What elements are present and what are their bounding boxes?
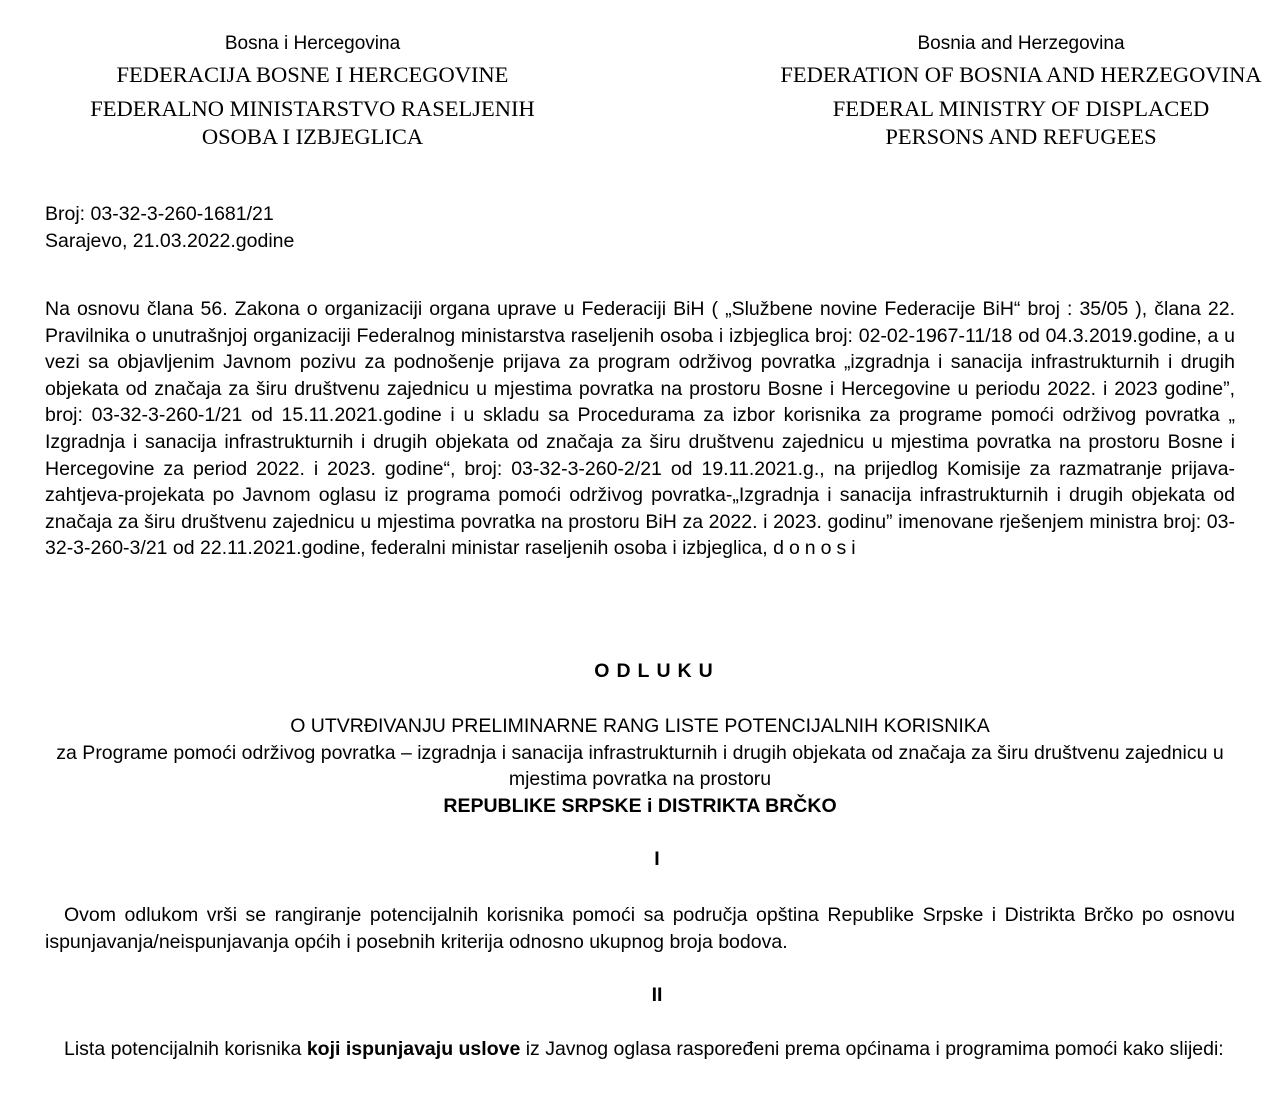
document-meta — [45, 201, 294, 255]
decision-subject — [40, 713, 1240, 819]
section-2-text-before: Lista potencijalnih korisnika — [64, 1038, 307, 1060]
ministry-name-english-line2: PERSONS AND REFUGEES — [885, 124, 1157, 149]
ministry-name-english-line1: FEDERAL MINISTRY OF DISPLACED — [832, 96, 1210, 121]
section-2-text-after: iz Javnog oglasa raspoređeni prema općinama i programima pomoći kako slijedi: — [520, 1038, 1224, 1060]
document-place-date: Sarajevo, 21.03.2022.godine — [45, 230, 295, 252]
decision-subject-line3: REPUBLIKE SRPSKE i DISTRIKTA BRČKO — [443, 794, 837, 817]
decision-subject-line1: O UTVRĐIVANJU PRELIMINARNE RANG LISTE POTENCIJALNIH KORISNIKA — [290, 715, 990, 737]
country-name-local: Bosna i Hercegovina — [224, 33, 401, 54]
decision-title: ODLUKU — [594, 660, 720, 682]
preamble-text: Na osnovu člana 56. Zakona o organizaciji organa uprave u Federaciji BiH ( „Službene novine Federacije BiH“ broj : 35/05 ), člana 22. Pravilnika o unutrašnjoj organizaciji Federalnog ministarstva raseljenih osoba i izbjeglica broj: 02-02-1967-11/18 od 04.3.2019.godine, a u vezi sa objavljenim Javnom pozivu za podnošenje prijava za program održivog povratka „izgradnja i sanacija infrastrukturnih i drugih objekata od značaja za širu društvenu zajednicu u mjestima povratka na prostoru Bosne i Hercegovine u periodu 2022. i 2023 godine”, broj: 03-32-3-260-1/21 od 15.11.2021.godine i u skladu sa Procedurama za izbor korisnika za programe pomoći održivog povratka „ Izgradnja i sanacija infrastrukturnih i drugih objekata od značaja za širu društvenu zajednicu u mjestima povratka na prostoru Bosne i Hercegovine za period 2022. i 2023. godine“, broj: 03-32-3-260-2/21 od 19.11.2021.g., na prijedlog Komisije za razmatranje prijava-zahtjeva-projekata po Javnom oglasu iz programa pomoći održivog povratka-„Izgradnja i sanacija infrastrukturnih i drugih objekata od značaja za širu društvenu zajednicu u mjestima povratka na prostoru BiH za 2022. i 2023. godinu” imenovane rješenjem ministra broj: 03-32-3-260-3/21 od 22.11.2021.godine, federalni ministar raseljenih osoba i izbjeglica, — [45, 298, 1235, 560]
decision-subject-line2: za Programe pomoći održivog povratka – izgradnja i sanacija infrastrukturnih i drugih objekata od značaja za širu društvenu zajednicu u mjestima povratka na prostoru — [56, 741, 1224, 790]
header-right — [760, 30, 1282, 151]
ministry-name-english — [760, 95, 1282, 151]
ministry-name-local-line2: OSOBA I IZBJEGLICA — [201, 124, 424, 149]
document-number: Broj: 03-32-3-260-1681/21 — [45, 203, 274, 225]
ministry-name-local — [40, 95, 585, 151]
federation-name-english: FEDERATION OF BOSNIA AND HERZEGOVINA — [780, 62, 1262, 87]
header-left — [40, 30, 585, 151]
section-1-paragraph: Ovom odlukom vrši se rangiranje potencijalnih korisnika pomoći sa područja opština Republike Srpske i Distrikta Brčko po osnovu ispunjavanja/neispunjavanja općih i posebnih kriterija odnosno ukupnog broja bodova. — [45, 904, 1235, 953]
country-name-english: Bosnia and Herzegovina — [917, 33, 1125, 54]
section-number-2: II — [651, 984, 663, 1006]
preamble-closing: donosi — [773, 537, 861, 560]
section-number-1: I — [654, 848, 660, 870]
ministry-name-local-line1: FEDERALNO MINISTARSTVO RASELJENIH — [90, 96, 535, 121]
federation-name-local: FEDERACIJA BOSNE I HERCEGOVINE — [116, 62, 509, 87]
section-2-text-bold: koji ispunjavaju uslove — [306, 1038, 521, 1060]
preamble-paragraph — [45, 296, 1235, 562]
section-2-paragraph — [45, 1036, 1235, 1063]
